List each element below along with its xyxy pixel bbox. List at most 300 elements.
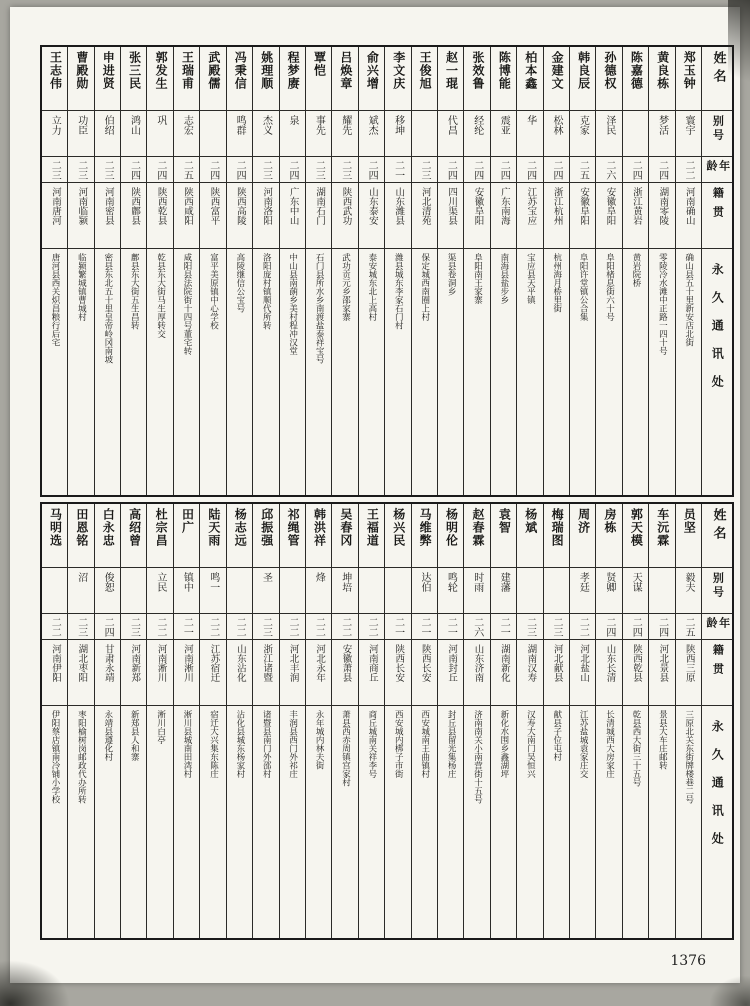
entry-age-text: 二一 [181, 617, 193, 637]
entry-address-text: 高陵继信公宝号 [234, 253, 245, 313]
entry-address-text: 商丘城南关祥李号 [366, 710, 377, 778]
entry-address-cell [95, 706, 120, 938]
entry-address-cell [200, 706, 225, 938]
entry-native-cell [280, 183, 305, 249]
entry-name-cell [306, 504, 331, 568]
entry-native-text: 河南临颍 [76, 187, 88, 225]
entry-native-cell [649, 183, 674, 249]
entry-age-cell [491, 157, 516, 183]
entry-age-cell [280, 157, 305, 183]
entry-address-cell [121, 249, 146, 495]
entry-address-text: 洛阳庞村镇顺代所转 [261, 253, 272, 330]
entry-column [279, 504, 305, 938]
entry-native-text: 浙江黄岩 [630, 187, 642, 225]
header-address [702, 706, 732, 938]
entry-age-text: 二四 [128, 160, 140, 180]
entry-address-cell [649, 249, 674, 495]
entry-address-text: 新化水围乡鑫湖坪 [498, 710, 509, 778]
entry-column [42, 504, 67, 938]
entry-column [146, 504, 172, 938]
entry-alias-cell [676, 111, 701, 157]
entry-native-cell [649, 640, 674, 706]
entry-alias-text: 事先 [313, 115, 325, 135]
entry-address-cell [227, 706, 252, 938]
entry-alias-text: 鸿山 [128, 115, 140, 135]
entry-native-text: 河北丰润 [287, 644, 299, 682]
header-age [702, 614, 732, 640]
entry-age-text: 二四 [603, 617, 615, 637]
entry-column [463, 504, 489, 938]
entry-address-text: 中山县南蓢乡美村程冲汉堂 [287, 253, 298, 355]
entry-alias-cell [200, 111, 225, 157]
entry-name-cell [544, 504, 569, 568]
entry-name-cell [332, 47, 357, 111]
entry-age-cell [570, 614, 595, 640]
entry-column [648, 504, 674, 938]
entry-alias-cell [68, 568, 93, 614]
entry-column [173, 47, 199, 495]
entry-age-cell [623, 614, 648, 640]
entry-name-cell [649, 504, 674, 568]
entry-alias-text: 立民 [154, 572, 166, 592]
entry-column [437, 47, 463, 495]
entry-native-text: 陕西咸阳 [182, 187, 194, 225]
entry-column [358, 47, 384, 495]
entry-name-cell [412, 47, 437, 111]
entry-name-cell [544, 47, 569, 111]
entry-age-text: 二五 [181, 160, 193, 180]
entry-native-cell [332, 183, 357, 249]
entry-name-text: 杜宗昌 [154, 508, 169, 547]
entry-column [648, 47, 674, 495]
header-native [702, 183, 732, 249]
directory-table-top [40, 45, 734, 497]
entry-address-text: 乾县西大街三十五号 [630, 710, 641, 787]
entry-name-cell [121, 504, 146, 568]
entry-name-text: 吴春冈 [338, 508, 353, 547]
entry-native-cell [306, 640, 331, 706]
entry-name-cell [147, 47, 172, 111]
header-alias-label: 别号 [711, 115, 725, 143]
entry-age-cell [147, 614, 172, 640]
entry-native-cell [517, 183, 542, 249]
entry-native-text: 陕西长安 [393, 644, 405, 682]
entry-age-text: 二四 [286, 160, 298, 180]
entry-column [94, 47, 120, 495]
entry-age-cell [438, 614, 463, 640]
entry-name-text: 曹殿勋 [74, 51, 89, 90]
entry-alias-text: 鸣一 [207, 572, 219, 592]
entry-address-cell [570, 249, 595, 495]
entry-native-text: 甘肃永靖 [102, 644, 114, 682]
entry-alias-cell [227, 111, 252, 157]
entry-address-text: 石门县所水乡南渡盐泰祥宝号 [314, 253, 325, 364]
entry-name-cell [570, 47, 595, 111]
entry-address-text: 富平美原镇中心学校 [208, 253, 219, 330]
entry-age-cell [42, 614, 67, 640]
entry-alias-cell [412, 568, 437, 614]
entry-age-text: 二四 [630, 617, 642, 637]
entry-name-cell [200, 47, 225, 111]
entry-column [675, 47, 701, 495]
entry-alias-text: 时雨 [471, 572, 483, 592]
header-age [702, 157, 732, 183]
entry-native-cell [412, 183, 437, 249]
entry-alias-cell [676, 568, 701, 614]
entry-native-cell [68, 183, 93, 249]
entry-name-cell [359, 47, 384, 111]
entry-native-text: 河南商丘 [366, 644, 378, 682]
entry-name-cell [385, 504, 410, 568]
entry-address-text: 保定城西南圈上村 [419, 253, 430, 321]
entry-alias-text: 松林 [551, 115, 563, 135]
entry-alias-cell [623, 568, 648, 614]
entry-name-cell [623, 47, 648, 111]
entry-alias-text: 克家 [577, 115, 589, 135]
entry-name-cell [676, 504, 701, 568]
entry-column [120, 504, 146, 938]
entry-alias-cell [491, 111, 516, 157]
entry-address-cell [438, 706, 463, 938]
entry-name-cell [438, 504, 463, 568]
entry-native-text: 陕西武功 [340, 187, 352, 225]
entry-address-text: 汉寿大南门吴恒兴 [525, 710, 536, 778]
entry-age-cell [570, 157, 595, 183]
entry-column [595, 47, 621, 495]
entry-native-text: 江苏宝应 [525, 187, 537, 225]
entry-age-text: 二二 [207, 617, 219, 637]
entry-column [226, 504, 252, 938]
entry-native-text: 河南唐河 [50, 187, 61, 225]
entry-address-text: 景县大车庄邮转 [657, 710, 668, 770]
entry-column [569, 47, 595, 495]
entry-native-text: 山东长清 [604, 644, 616, 682]
entry-age-cell [438, 157, 463, 183]
entry-native-cell [147, 183, 172, 249]
entry-name-text: 杨明伦 [444, 508, 459, 547]
entry-age-cell [42, 157, 67, 183]
entry-alias-text: 伯绍 [102, 115, 114, 135]
entry-address-cell [121, 706, 146, 938]
entry-age-cell [544, 614, 569, 640]
entry-age-text: 二四 [498, 160, 510, 180]
entry-age-cell [412, 614, 437, 640]
entry-native-cell [438, 640, 463, 706]
entry-age-text: 二三 [418, 160, 430, 180]
entry-name-cell [121, 47, 146, 111]
entry-name-text: 高绍曾 [127, 508, 142, 547]
entry-age-cell [517, 614, 542, 640]
entry-alias-cell [412, 111, 437, 157]
entry-native-text: 安徽阜阳 [578, 187, 590, 225]
entry-column [437, 504, 463, 938]
entry-address-cell [42, 706, 67, 938]
entry-address-text: 献县子位屯村 [551, 710, 562, 761]
entry-column [516, 504, 542, 938]
entry-alias-cell [491, 568, 516, 614]
entry-age-text: 二四 [234, 160, 246, 180]
entry-address-text: 乾县东大街马生厚转交 [155, 253, 166, 338]
entry-age-text: 二三 [102, 160, 114, 180]
entry-native-text: 河北景县 [657, 644, 669, 682]
entry-address-cell [42, 249, 67, 495]
entry-name-cell [491, 504, 516, 568]
entry-address-cell [544, 706, 569, 938]
entry-age-text: 二四 [551, 160, 563, 180]
entry-age-text: 二四 [207, 160, 219, 180]
entry-address-text: 宿迁大兴集东陈庄 [208, 710, 219, 778]
entry-address-cell [596, 249, 621, 495]
entry-age-cell [121, 614, 146, 640]
entry-address-text: 封丘县留光集杨庄 [446, 710, 457, 778]
entry-native-cell [253, 640, 278, 706]
entry-alias-text: 天谋 [630, 572, 642, 592]
entry-alias-cell [200, 568, 225, 614]
entry-address-text: 淅川白亭 [155, 710, 166, 744]
entry-address-cell [253, 706, 278, 938]
entry-age-text: 二三 [75, 160, 87, 180]
entry-name-cell [306, 47, 331, 111]
entry-native-cell [676, 183, 701, 249]
entry-column [622, 504, 648, 938]
entry-name-cell [596, 47, 621, 111]
entry-address-cell [306, 706, 331, 938]
entry-native-text: 山东济南 [472, 644, 484, 682]
entry-age-cell [359, 157, 384, 183]
entry-age-text: 二四 [630, 160, 642, 180]
entry-name-cell [412, 504, 437, 568]
entry-address-cell [147, 249, 172, 495]
entry-name-text: 王志伟 [48, 51, 63, 90]
header-alias [702, 568, 732, 614]
entry-alias-text: 俊恕 [102, 572, 114, 592]
entry-name-text: 陈嘉德 [629, 51, 644, 90]
entry-column [67, 47, 93, 495]
entry-column [490, 47, 516, 495]
page-number: 1376 [670, 953, 706, 969]
entry-alias-text: 贤卿 [603, 572, 615, 592]
entry-name-text: 申进贤 [101, 51, 116, 90]
entry-alias-cell [280, 568, 305, 614]
entry-column [279, 47, 305, 495]
entry-age-text: 二二 [366, 617, 378, 637]
entry-name-text: 周济 [576, 508, 591, 534]
header-address-label: 永久通讯处 [710, 720, 725, 860]
entry-age-cell [412, 157, 437, 183]
entry-native-text: 河北清苑 [419, 187, 431, 225]
entry-native-text: 安徽阜阳 [604, 187, 616, 225]
entry-age-text: 二二 [339, 617, 351, 637]
entry-address-cell [596, 706, 621, 938]
entry-age-text: 二四 [366, 160, 378, 180]
entry-age-cell [359, 614, 384, 640]
header-name-label: 姓名 [710, 51, 726, 87]
entry-alias-text: 功臣 [75, 115, 87, 135]
entry-name-cell [596, 504, 621, 568]
entry-alias-text: 泉 [286, 115, 298, 125]
entry-native-text: 湖南新化 [498, 644, 510, 682]
scan-smudge-top-right [728, 0, 750, 110]
entry-column [358, 504, 384, 938]
entry-name-text: 田广 [180, 508, 195, 534]
entry-name-text: 韩洪祥 [312, 508, 327, 547]
entry-address-text: 武功贡元乡邵家寨 [340, 253, 351, 321]
entry-alias-text: 建藩 [498, 572, 510, 592]
entry-alias-cell [385, 568, 410, 614]
entry-address-text: 长清城西大房家庄 [604, 710, 615, 778]
entry-native-cell [517, 640, 542, 706]
entry-address-text: 宝应县天平镇 [525, 253, 536, 304]
header-native-label: 籍贯 [711, 644, 725, 682]
entry-age-cell [623, 157, 648, 183]
entry-name-text: 杨斌 [523, 508, 538, 534]
entry-native-text: 河南新郑 [129, 644, 141, 682]
entry-address-cell [676, 249, 701, 495]
entry-name-text: 张三民 [127, 51, 142, 90]
entry-alias-cell [649, 111, 674, 157]
entry-age-text: 二一 [392, 160, 404, 180]
entry-native-text: 河南确山 [683, 187, 695, 225]
entry-alias-text: 耀先 [339, 115, 351, 135]
entry-age-text: 二四 [154, 160, 166, 180]
entry-address-cell [517, 706, 542, 938]
entry-address-cell [174, 249, 199, 495]
entry-alias-text: 立力 [49, 115, 61, 135]
entry-native-cell [570, 640, 595, 706]
entry-alias-cell [438, 111, 463, 157]
entry-age-cell [676, 614, 701, 640]
entry-address-text: 永年城内林夫街 [314, 710, 325, 770]
entry-alias-text: 志宏 [181, 115, 193, 135]
entry-age-cell [676, 157, 701, 183]
entry-address-text: 新郑县人和寨 [129, 710, 140, 761]
entry-name-cell [174, 47, 199, 111]
entry-address-cell [412, 706, 437, 938]
entry-native-cell [200, 640, 225, 706]
entry-column [543, 504, 569, 938]
entry-native-text: 四川渠县 [446, 187, 458, 225]
entry-address-text: 零陵冷水滩中正路一四十号 [657, 253, 668, 355]
entry-native-cell [464, 183, 489, 249]
entry-native-text: 江苏宿迁 [208, 644, 220, 682]
entry-native-text: 广东南海 [498, 187, 510, 225]
entry-name-text: 武殿儒 [206, 51, 221, 90]
entry-address-cell [280, 706, 305, 938]
row-header-column [701, 504, 732, 938]
directory-tables [40, 45, 734, 940]
entry-name-text: 邱振强 [259, 508, 274, 547]
entry-name-text: 俞兴增 [365, 51, 380, 90]
entry-native-cell [412, 640, 437, 706]
entry-address-cell [147, 706, 172, 938]
entry-age-cell [649, 614, 674, 640]
entry-age-cell [95, 157, 120, 183]
entry-native-cell [570, 183, 595, 249]
entry-age-text: 二三 [313, 160, 325, 180]
row-header-column [701, 47, 732, 495]
header-address-label: 永久通讯处 [710, 263, 725, 403]
entry-name-text: 郑玉钟 [682, 51, 697, 90]
entry-alias-cell [280, 111, 305, 157]
entry-name-text: 黄良栋 [655, 51, 670, 90]
entry-alias-cell [464, 568, 489, 614]
entry-alias-text: 斌杰 [366, 115, 378, 135]
entry-native-text: 陕西三原 [683, 644, 695, 682]
entry-native-text: 河南密县 [102, 187, 114, 225]
entry-name-text: 李文庆 [391, 51, 406, 90]
entry-address-text: 济南南关小南营街十五号 [472, 710, 483, 804]
entry-alias-cell [332, 111, 357, 157]
entry-age-text: 二二 [313, 617, 325, 637]
entry-age-text: 二一 [418, 617, 430, 637]
entry-address-text: 西安城内梆子市街 [393, 710, 404, 778]
entry-alias-cell [95, 568, 120, 614]
header-native-label: 籍贯 [711, 187, 725, 225]
entry-age-cell [174, 157, 199, 183]
entry-alias-cell [544, 568, 569, 614]
entry-age-text: 二四 [102, 617, 114, 637]
entry-name-text: 马明选 [48, 508, 63, 547]
scan-smudge-bottom-left [0, 960, 70, 1006]
entry-age-text: 二三 [339, 160, 351, 180]
entry-column [516, 47, 542, 495]
entry-age-cell [174, 614, 199, 640]
entry-native-text: 河北永年 [314, 644, 326, 682]
entry-native-cell [147, 640, 172, 706]
entry-name-text: 杨志远 [233, 508, 248, 547]
entry-alias-text: 移坤 [392, 115, 404, 135]
entry-alias-cell [385, 111, 410, 157]
entry-age-cell [544, 157, 569, 183]
entry-native-cell [676, 640, 701, 706]
entry-alias-text: 毅夫 [683, 572, 695, 592]
entry-column [463, 47, 489, 495]
entry-column [173, 504, 199, 938]
entry-native-text: 河北献县 [551, 644, 563, 682]
entry-address-text: 枣阳榆树岗邮政代办所转 [76, 710, 87, 804]
entry-native-cell [623, 183, 648, 249]
entry-column [543, 47, 569, 495]
entry-name-cell [385, 47, 410, 111]
entry-address-cell [517, 249, 542, 495]
entry-name-text: 袁智 [497, 508, 512, 534]
entry-name-text: 金建文 [550, 51, 565, 90]
entry-native-text: 陕西富平 [208, 187, 220, 225]
header-name [702, 504, 732, 568]
entry-address-text: 南海县盐步乡 [498, 253, 509, 304]
entry-address-text: 江苏盐城袁家庄交 [578, 710, 589, 778]
entry-address-text: 阜阳楮息街六十号 [604, 253, 615, 321]
entry-alias-cell [227, 568, 252, 614]
entry-address-cell [68, 706, 93, 938]
entry-address-text: 三原北关东街牌楼巷二号 [683, 710, 694, 804]
header-address [702, 249, 732, 495]
entry-column [120, 47, 146, 495]
entry-address-cell [412, 249, 437, 495]
entry-name-text: 陈博能 [497, 51, 512, 90]
entry-name-text: 郭发生 [154, 51, 169, 90]
entry-native-text: 河南淅川 [155, 644, 167, 682]
entry-address-text: 阜阳南王家寨 [472, 253, 483, 304]
entry-native-cell [68, 640, 93, 706]
entry-native-cell [438, 183, 463, 249]
scanned-page [10, 7, 740, 983]
entry-column [42, 47, 67, 495]
entry-native-cell [121, 640, 146, 706]
entry-name-text: 姚理顺 [259, 51, 274, 90]
entry-age-text: 二一 [445, 617, 457, 637]
entry-native-text: 河南伊阳 [50, 644, 61, 682]
